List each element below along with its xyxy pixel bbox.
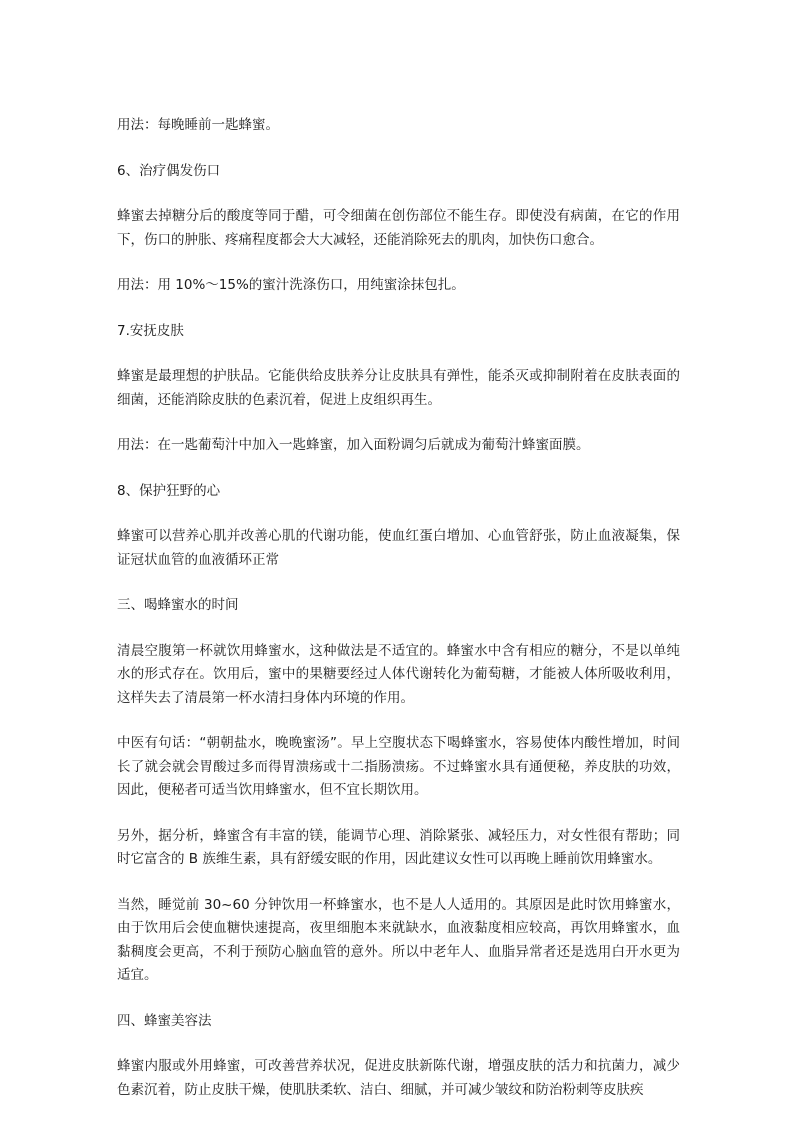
document-body — [117, 114, 680, 1124]
body-paragraph: 蜂蜜是最理想的护肤品。它能供给皮肤养分让皮肤具有弹性，能杀灭或抑制附着在皮肤表面的细菌，还能消除皮肤的色素沉着，促进上皮组织再生。 — [117, 368, 680, 408]
usage-text: 用法：每晚睡前一匙蜂蜜。 — [117, 117, 279, 133]
usage-text: 用法：用 10%～15%的蜜汁洗涤伤口，用纯蜜涂抹包扎。 — [117, 277, 465, 293]
body-paragraph: 蜂蜜去掉糖分后的酸度等同于醋，可令细菌在创伤部位不能生存。即使没有病菌，在它的作用下，伤口的肿胀、疼痛程度都会大大减轻，还能消除死去的肌肉，加快伤口愈合。 — [117, 208, 680, 248]
usage-text: 用法：在一匙葡萄汁中加入一匙蜂蜜，加入面粉调匀后就成为葡萄汁蜂蜜面膜。 — [117, 437, 590, 453]
body-paragraph: 蜂蜜内服或外用蜂蜜，可改善营养状况，促进皮肤新陈代谢，增强皮肤的活力和抗菌力，减少色素沉着，防止皮肤干燥，使肌肤柔软、洁白、细腻，并可减少皱纹和防治粉刺等皮肤疾 — [117, 1058, 680, 1098]
body-paragraph: 清晨空腹第一杯就饮用蜂蜜水，这种做法是不适宜的。蜂蜜水中含有相应的糖分，不是以单纯水的形式存在。饮用后，蜜中的果糖要经过人体代谢转化为葡萄糖，才能被人体所吸收利用，这样失去了清晨第一杯水清扫身体内环境的作用。 — [117, 642, 680, 706]
body-paragraph: 另外，据分析，蜂蜜含有丰富的镁，能调节心理、消除紧张、减轻压力，对女性很有帮助；同时它富含的 B 族维生素，具有舒缓安眠的作用，因此建议女性可以再晚上睡前饮用蜂蜜水。 — [117, 827, 680, 867]
section-heading: 6、治疗偶发伤口 — [117, 162, 221, 179]
section-heading: 8、保护狂野的心 — [117, 482, 221, 499]
chapter-heading: 三、喝蜂蜜水的时间 — [117, 597, 239, 613]
body-paragraph: 蜂蜜可以营养心肌并改善心肌的代谢功能，使血红蛋白增加、心血管舒张，防止血液凝集，保证冠状血管的血液循环正常 — [117, 528, 680, 568]
section-heading: 7.安抚皮肤 — [117, 322, 184, 339]
chapter-heading: 四、蜂蜜美容法 — [117, 1012, 212, 1029]
body-paragraph: 中医有句话：“朝朝盐水，晚晚蜜汤”。早上空腹状态下喝蜂蜜水，容易使体内酸性增加，时间长了就会就会胃酸过多而得胃溃疡或十二指肠溃疡。不过蜂蜜水具有通便秘，养皮肤的功效，因此，便秘者可适当饮用蜂蜜水，但不宜长期饮用。 — [117, 735, 680, 798]
body-paragraph: 当然，睡觉前 30~60 分钟饮用一杯蜂蜜水，也不是人人适用的。其原因是此时饮用蜂蜜水，由于饮用后会使血糖快速提高，夜里细胞本来就缺水，血液黏度相应较高，再饮用蜂蜜水，血黏稠度会更高，不利于预防心脑血管的意外。所以中老年人、血脂异常者还是选用白开水更为适宜。 — [117, 896, 680, 983]
